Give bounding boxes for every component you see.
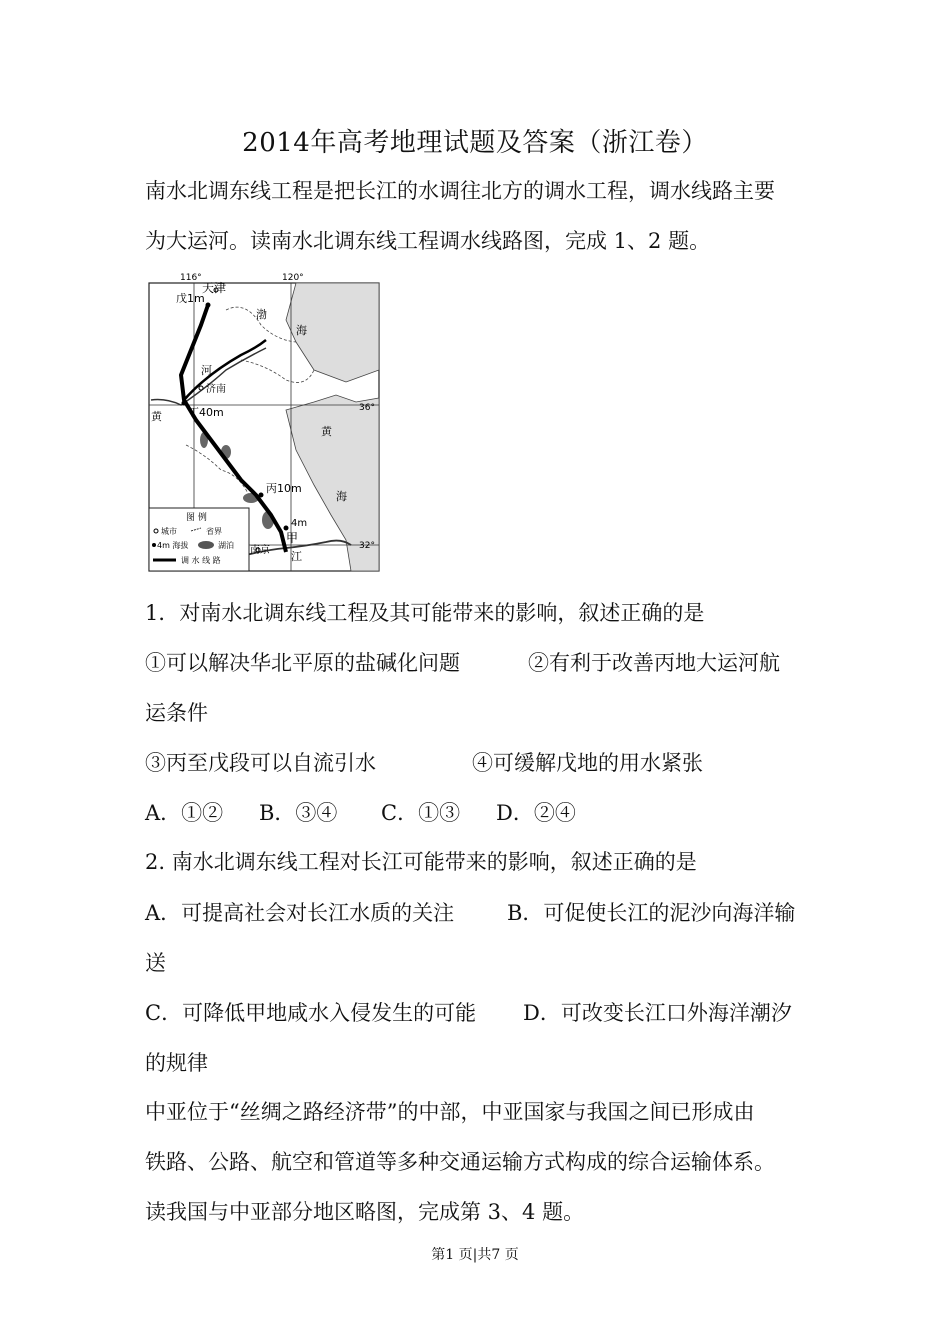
label-bing: 丙10m xyxy=(266,482,302,495)
label-bohai-1: 渤 xyxy=(256,308,267,321)
legend-province: 省界 xyxy=(206,527,222,536)
label-nanjing: 南京 xyxy=(250,545,270,556)
legend-lake: 湖泊 xyxy=(218,541,234,550)
q1-option-a: A．①② xyxy=(145,801,224,825)
intro2-line-1: 中亚位于“丝绸之路经济带”的中部，中亚国家与我国之间已形成由 xyxy=(145,1100,755,1124)
point-ding xyxy=(182,401,187,406)
q2-option-a: A．可提高社会对长江水质的关注 xyxy=(145,901,455,925)
intro-line-1: 南水北调东线工程是把长江的水调往北方的调水工程，调水线路主要 xyxy=(145,179,775,203)
q1-stem: 1．对南水北调东线工程及其可能带来的影响，叙述正确的是 xyxy=(145,601,705,625)
label-huanghai-2: 海 xyxy=(336,490,347,503)
label-changjiang: 江 xyxy=(291,550,302,563)
legend-elevation: 4m 海拔 xyxy=(157,541,189,550)
q1-statement-2: ②有利于改善丙地大运河航 xyxy=(528,651,780,675)
label-tianjin: 天津 xyxy=(202,281,227,295)
label-lat-36: 36° xyxy=(359,403,375,413)
label-bohai-2: 海 xyxy=(296,324,307,337)
q2-option-c: C．可降低甲地咸水入侵发生的可能 xyxy=(145,1001,477,1025)
legend-route: 调 水 线 路 xyxy=(181,556,221,565)
legend-city: 城市 xyxy=(161,527,177,536)
q2-option-d: D．可改变长江口外海洋潮汐 xyxy=(523,1001,792,1025)
label-jia: 甲 xyxy=(286,531,299,545)
label-jinan: 济南 xyxy=(206,384,226,395)
point-wu xyxy=(206,303,211,308)
legend-city-symbol xyxy=(154,529,158,533)
q1-option-b: B．③④ xyxy=(259,801,338,825)
intro-line-2: 为大运河。读南水北调东线工程调水线路图，完成 1、2 题。 xyxy=(145,229,711,253)
label-huanghe-1: 黄 xyxy=(151,410,162,423)
map-legend xyxy=(149,508,249,571)
q2-option-b: B．可促使长江的泥沙向海洋输 xyxy=(507,901,796,925)
legend-title: 图 例 xyxy=(186,513,207,523)
point-4m xyxy=(284,526,289,531)
legend-elevation-symbol xyxy=(152,543,156,547)
legend-lake-symbol xyxy=(198,541,214,549)
page-footer: 第1 页|共7 页 xyxy=(431,1247,519,1263)
q2-option-b-cont: 送 xyxy=(145,951,166,975)
label-wu: 戊1m xyxy=(176,292,205,305)
page-title: 2014年高考地理试题及答案（浙江卷） xyxy=(242,128,708,158)
q2-option-d-cont: 的规律 xyxy=(145,1051,208,1075)
label-lat-32: 32° xyxy=(359,541,375,551)
label-4m: 4m xyxy=(291,518,308,529)
q1-statement-2-cont: 运条件 xyxy=(145,701,208,725)
point-bing xyxy=(259,493,264,498)
intro2-line-2: 铁路、公路、航空和管道等多种交通运输方式构成的综合运输体系。 xyxy=(145,1150,775,1174)
label-ding: 丁40m xyxy=(188,406,224,419)
q1-statement-3: ③丙至戊段可以自流引水 xyxy=(145,751,376,775)
q2-stem: 2. 南水北调东线工程对长江可能带来的影响，叙述正确的是 xyxy=(145,850,697,874)
q1-option-d: D．②④ xyxy=(496,801,576,825)
label-lon-116: 116° xyxy=(180,273,202,283)
label-lon-120: 120° xyxy=(282,273,304,283)
q1-statement-4: ④可缓解戊地的用水紧张 xyxy=(472,751,703,775)
route-map xyxy=(146,270,382,576)
q1-statement-1: ①可以解决华北平原的盐碱化问题 xyxy=(145,651,460,675)
q1-option-c: C．①③ xyxy=(381,801,461,825)
city-jinan xyxy=(199,386,203,390)
intro2-line-3: 读我国与中亚部分地区略图，完成第 3、4 题。 xyxy=(145,1200,585,1224)
label-huanghe-2: 河 xyxy=(201,364,212,377)
label-huanghai-1: 黄 xyxy=(321,425,332,438)
